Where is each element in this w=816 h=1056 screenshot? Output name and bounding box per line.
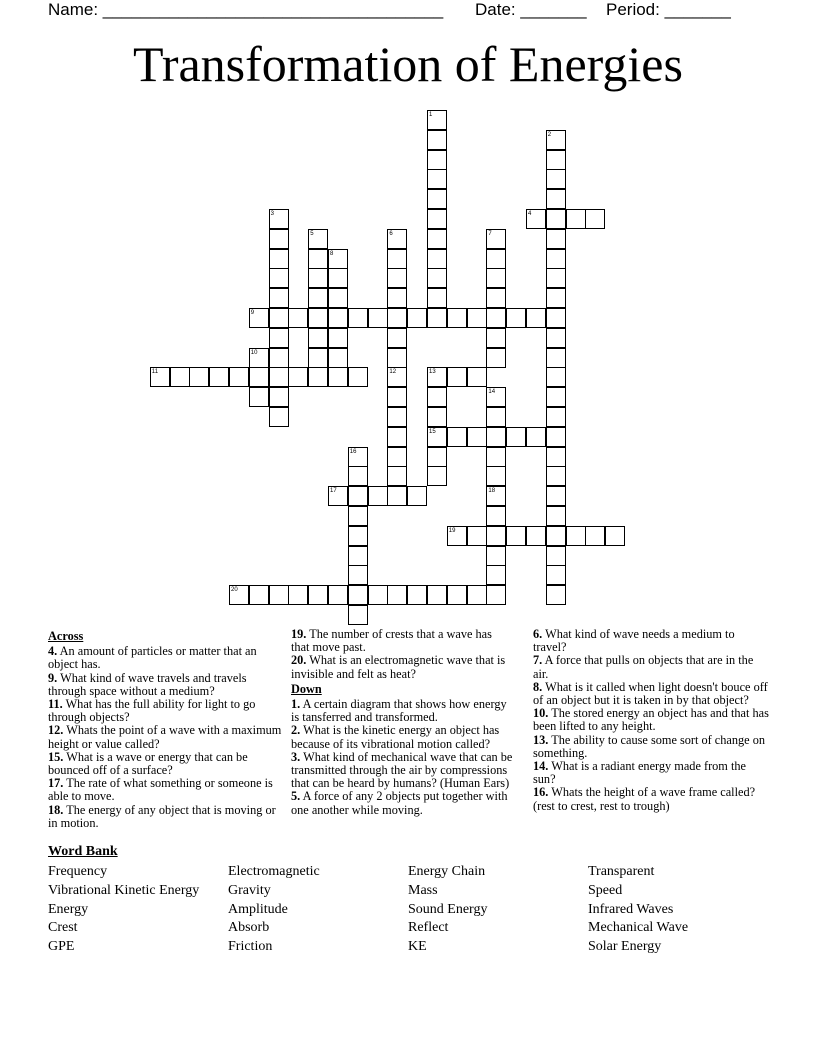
down-clue: 6. What kind of wave needs a medium to travel? [533,627,735,655]
crossword-cell[interactable] [387,348,407,368]
across-clue: 19. The number of crests that a wave has that move past. [291,627,492,655]
crossword-cell[interactable] [387,486,407,506]
crossword-cell[interactable] [269,249,289,269]
word-bank-item: Gravity [228,882,271,898]
clue-number: 9 [250,310,255,316]
crossword-cell[interactable] [467,585,487,605]
crossword-cell[interactable] [486,407,506,427]
crossword-cell[interactable] [269,328,289,348]
crossword-cell[interactable] [486,585,506,605]
crossword-cell[interactable] [387,585,407,605]
across-clue: 4. An amount of particles or matter that an object has. [48,644,257,672]
word-bank-title: Word Bank [48,844,118,859]
crossword-cell[interactable] [427,308,447,328]
crossword-cell[interactable] [407,585,427,605]
word-bank-item: Frequency [48,864,108,879]
crossword-cell[interactable] [348,367,368,387]
crossword-cell[interactable] [506,308,526,328]
clue-number: 17 [330,488,337,495]
crossword-cell[interactable] [308,348,328,368]
word-bank-item: Absorb [228,920,270,936]
crossword-cell[interactable] [269,229,289,249]
word-bank-item: Speed [588,882,623,898]
word-bank-item: Mass [408,882,438,898]
crossword-cell[interactable] [486,249,506,269]
crossword-cell[interactable] [486,348,506,368]
clue-number: 10 [250,349,258,356]
crossword-cell[interactable] [269,585,289,605]
clue-number: 11 [151,369,159,376]
crossword-cell[interactable] [387,447,407,467]
crossword-cell[interactable] [387,427,407,447]
down-clue: 8. What is it called when light doesn't bouce off of an object but it is taken in by that object? [533,679,768,708]
page-title: Transformation of Energies [133,36,683,92]
down-clue: 14. What is a radiant energy made from the sun? [533,759,746,787]
crossword-cell[interactable] [407,486,427,506]
crossword-cell[interactable] [269,407,289,427]
crossword-cell[interactable] [170,367,190,387]
period-field[interactable]: Period: _______ [606,0,731,19]
crossword-cell[interactable] [288,585,308,605]
crossword-cell[interactable] [387,308,407,328]
crossword-cell[interactable] [427,288,447,308]
crossword-cell[interactable] [546,169,566,189]
crossword-cell[interactable] [328,348,348,368]
crossword-cell[interactable] [229,367,249,387]
crossword-cell[interactable] [486,506,506,526]
crossword-cell[interactable] [308,268,328,288]
crossword-cell[interactable] [546,427,566,447]
crossword-cell[interactable] [526,526,546,546]
crossword-cell[interactable] [506,427,526,447]
clue-number: 15 [429,428,436,435]
crossword-cell[interactable] [348,466,368,486]
word-bank-item: Solar Energy [588,939,662,955]
down-clue: 13. The ability to cause some sort of change on something. [533,732,766,760]
crossword-cell[interactable] [387,387,407,407]
down-clue: 1. A certain diagram that shows how energy is tansferred and transformed. [291,697,507,725]
crossword-cell[interactable] [546,288,566,308]
clue-number: 19 [448,527,456,534]
clue-number: 18 [488,488,496,495]
crossword-cell[interactable] [308,288,328,308]
crossword-cell[interactable] [486,288,506,308]
crossword-cell[interactable] [486,526,506,546]
crossword-cell[interactable] [427,130,447,150]
crossword-cell[interactable] [308,308,328,328]
crossword-cell[interactable] [546,367,566,387]
word-bank-column [228,863,320,957]
down-clue: 3. What kind of mechanical wave that can be transmitted through the air by compressions that can be heard by humans? (Human Ears) [291,749,513,791]
clue-number: 16 [349,448,357,455]
crossword-cell[interactable] [427,585,447,605]
crossword-cell[interactable] [269,308,289,328]
crossword-cell[interactable] [328,308,348,328]
crossword-cell[interactable] [387,328,407,348]
crossword-cell[interactable] [427,407,447,427]
clue-number: 2 [547,131,552,138]
crossword-cell[interactable] [269,348,289,368]
crossword-cell[interactable] [546,447,566,467]
crossword-cell[interactable] [288,367,308,387]
crossword-cell[interactable] [328,268,348,288]
crossword-cell[interactable] [288,308,308,328]
word-bank-column [408,863,487,957]
across-clue: 11. What has the full ability for light to go through objects? [48,697,256,725]
crossword-cell[interactable] [427,268,447,288]
crossword-cell[interactable] [328,367,348,387]
clue-number: 3 [270,211,274,217]
crossword-cell[interactable] [546,209,566,229]
crossword-cell[interactable] [269,387,289,407]
crossword-cell[interactable] [328,585,348,605]
crossword-cell[interactable] [427,209,447,229]
crossword-cell[interactable] [387,407,407,427]
crossword-cell[interactable] [506,526,526,546]
crossword-cell[interactable] [546,348,566,368]
clue-number: 8 [330,250,334,257]
crossword-cell[interactable] [427,249,447,269]
word-bank-item: Electromagnetic [228,864,320,879]
crossword-cell[interactable] [486,308,506,328]
crossword-cell[interactable] [348,486,368,506]
crossword-cell[interactable] [427,466,447,486]
crossword-cell[interactable] [249,585,269,605]
crossword-cell[interactable] [546,150,566,170]
crossword-cell[interactable] [546,466,566,486]
crossword-cell[interactable] [348,526,368,546]
crossword-cell[interactable] [486,268,506,288]
word-bank-item: Infrared Waves [588,901,674,917]
crossword-cell[interactable] [486,565,506,585]
crossword-cell[interactable] [269,367,289,387]
crossword-cell[interactable] [546,565,566,585]
down-clue: 5. A force of any 2 objects put together with one another while moving. [291,789,508,817]
down-clue: 2. What is the kinetic energy an object has because of its vibrational motion called? [291,723,500,751]
crossword-cell[interactable] [308,249,328,269]
crossword-cell[interactable] [546,526,566,546]
crossword-cell[interactable] [447,308,467,328]
crossword-cell[interactable] [546,387,566,407]
word-bank-column [588,863,688,957]
clue-number: 7 [488,230,492,237]
clues-column-3 [533,628,769,813]
across-clue: 12. Whats the point of a wave with a maximum height or value called? [48,723,282,751]
date-field[interactable]: Date: _______ [475,0,587,19]
crossword-cell[interactable] [387,249,407,269]
crossword-cell[interactable] [269,288,289,308]
across-heading: Across [48,629,84,643]
crossword-cell[interactable] [605,526,625,546]
crossword-cell[interactable] [348,546,368,566]
crossword-cell[interactable] [368,486,388,506]
crossword-cell[interactable] [546,328,566,348]
across-clue: 20. What is an electromagnetic wave that is invisible and felt as heat? [291,653,506,681]
word-bank-item: Crest [48,920,78,936]
crossword-cell[interactable] [566,526,586,546]
crossword-cell[interactable] [546,189,566,209]
crossword-cell[interactable] [526,308,546,328]
crossword-cell[interactable] [269,268,289,288]
crossword-cell[interactable] [546,268,566,288]
crossword-cell[interactable] [368,585,388,605]
crossword-cell[interactable] [308,585,328,605]
crossword-cell[interactable] [308,328,328,348]
crossword-cell[interactable] [427,387,447,407]
crossword-cell[interactable] [427,229,447,249]
crossword-cell[interactable] [308,367,328,387]
across-clue: 9. What kind of wave travels and travels through space without a medium? [48,670,247,698]
across-clue: 18. The energy of any object that is moving or in motion. [48,802,276,830]
word-bank-item: Vibrational Kinetic Energy [48,882,200,898]
across-clue: 15. What is a wave or energy that can be bounced off of a surface? [48,749,248,778]
crossword-cell[interactable] [546,308,566,328]
clue-number: 14 [488,389,496,396]
name-field[interactable]: Name: ____________________________________ [48,0,444,19]
crossword-cell[interactable] [467,367,487,387]
crossword-cell[interactable] [387,466,407,486]
crossword-cell[interactable] [486,466,506,486]
crossword-cell[interactable] [249,367,269,387]
word-bank-item: Energy Chain [408,864,486,879]
word-bank-item: KE [408,939,427,955]
crossword-cell[interactable] [427,447,447,467]
clue-number: 5 [310,230,314,237]
crossword-cell[interactable] [467,308,487,328]
crossword-cell[interactable] [427,169,447,189]
crossword-cell[interactable] [348,585,368,605]
crossword-cell[interactable] [546,585,566,605]
crossword-cell[interactable] [546,229,566,249]
crossword-cell[interactable] [328,328,348,348]
clue-number: 1 [429,112,433,118]
word-bank-item: GPE [48,939,75,955]
crossword-cell[interactable] [486,447,506,467]
clues-column-2 [291,628,513,817]
clue-number: 13 [429,369,436,376]
crossword-cell[interactable] [328,288,348,308]
crossword-cell[interactable] [249,387,269,407]
down-heading: Down [291,681,322,696]
clue-number: 4 [528,211,532,217]
crossword-cell[interactable] [546,546,566,566]
crossword-cell[interactable] [427,150,447,170]
crossword-cell[interactable] [447,585,467,605]
crossword-cell[interactable] [486,328,506,348]
word-bank-item: Amplitude [228,901,288,917]
word-bank-item: Friction [228,939,273,955]
crossword-cell[interactable] [546,249,566,269]
crossword-cell[interactable] [566,209,586,229]
word-bank-item: Transparent [588,864,655,879]
down-clue: 7. A force that pulls on objects that are in the air. [533,653,754,681]
clue-number: 12 [389,369,397,376]
crossword-cell[interactable] [546,486,566,506]
crossword-cell[interactable] [427,189,447,209]
crossword-cell[interactable] [348,605,368,625]
crossword-cell[interactable] [486,427,506,447]
down-clue: 10. The stored energy an object has and that has been lifted to any height. [533,706,769,734]
down-clue: 16. Whats the height of a wave frame called? (rest to crest, rest to trough) [533,785,756,813]
crossword-cell[interactable] [348,506,368,526]
word-bank-item: Mechanical Wave [588,920,689,936]
crossword-cell[interactable] [387,268,407,288]
clue-number: 20 [231,587,238,594]
crossword-cell[interactable] [526,427,546,447]
word-bank-column [48,863,199,957]
clues-column-1 [48,628,284,830]
crossword-cell[interactable] [467,526,487,546]
crossword-cell[interactable] [189,367,209,387]
across-clue: 17. The rate of what something or someone is able to move. [48,776,273,804]
crossword-cell[interactable] [407,308,427,328]
word-bank-item: Sound Energy [408,901,488,917]
word-bank-item: Energy [48,901,89,917]
crossword-cell[interactable] [585,526,605,546]
crossword-cell[interactable] [447,367,467,387]
crossword-cell[interactable] [585,209,605,229]
crossword-cell[interactable] [546,506,566,526]
word-bank-item: Reflect [408,920,449,936]
crossword-cell[interactable] [447,427,467,447]
crossword-cell[interactable] [368,308,388,328]
crossword-cell[interactable] [348,308,368,328]
crossword-cell[interactable] [467,427,487,447]
crossword-cell[interactable] [387,288,407,308]
clue-number: 6 [389,230,393,237]
crossword-cell[interactable] [546,407,566,427]
crossword-cell[interactable] [348,565,368,585]
crossword-cell[interactable] [486,546,506,566]
crossword-cell[interactable] [209,367,229,387]
